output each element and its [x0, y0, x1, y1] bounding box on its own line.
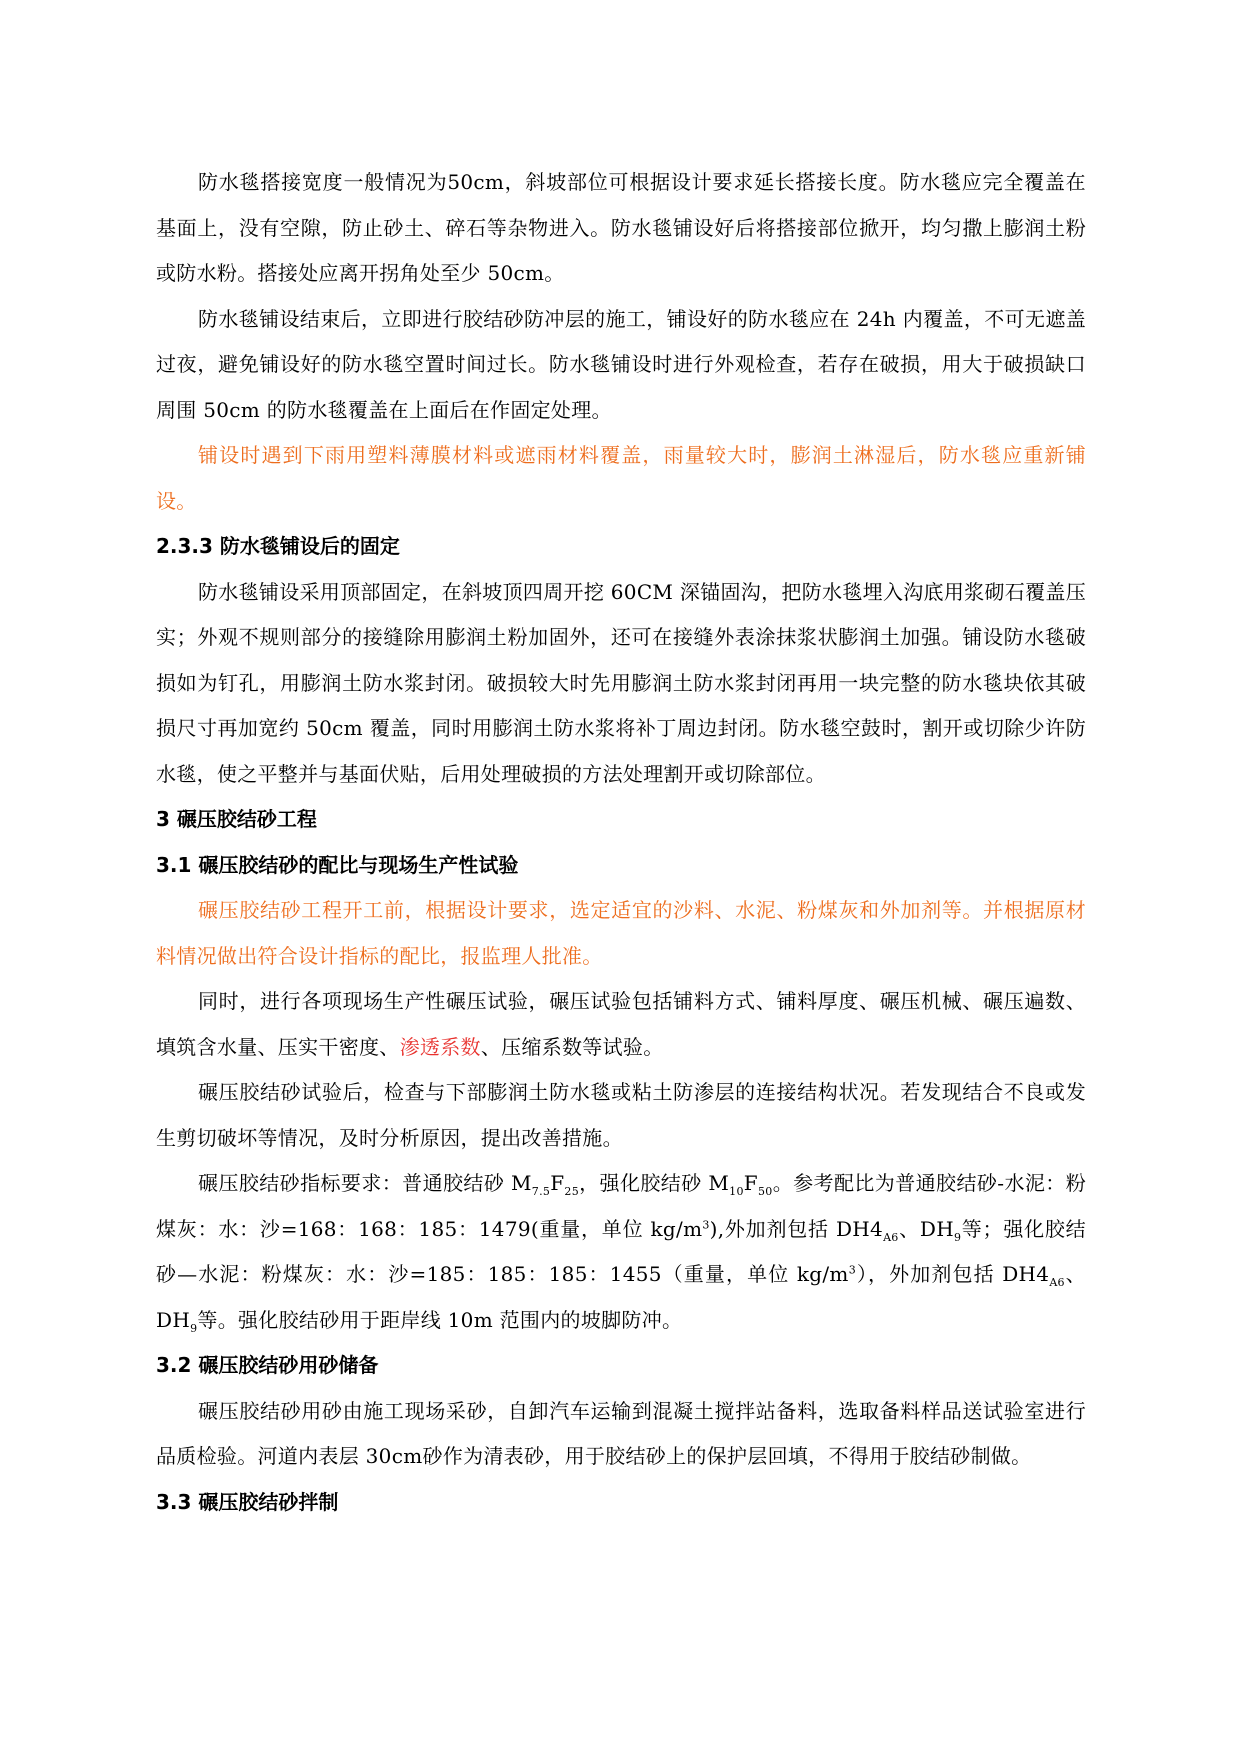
text-run: 、DH [898, 1216, 954, 1241]
subscript: 7.5 [531, 1185, 551, 1198]
text-run: 等；强化胶结砂—水泥：粉煤灰：水：沙=185：185：185：1455（重量，单位 kg/m [156, 1216, 1086, 1286]
text-run: ，强化胶结砂 M [579, 1171, 730, 1195]
heading-3-3: 3.3 碾压胶结砂拌制 [156, 1489, 339, 1514]
paragraph-fixing: 防水毯铺设采用顶部固定，在斜坡顶四周开挖 60CM 深锚固沟，把防水毯埋入沟底用浆砌石覆盖压实；外观不规则部分的接缝除用膨润土粉加固外，还可在接缝外表涂抹浆状膨润土加强。铺设防水毯破损如为钉孔，用膨润土防水浆封闭。破损较大时先用膨润土防水浆封闭再用一块完整的防水毯块依其破损尺寸再加宽约 50cm 覆盖，同时用膨润土防水浆将补丁周边封闭。防水毯空鼓时，割开或切除少许防水毯，使之平整并与基面伏贴，后用处理破损的方法处理割开或切除部位。 [156, 579, 1086, 786]
text-run: F [550, 1171, 565, 1195]
text-run: 等。强化胶结砂用于距岸线 10m 范围内的坡脚防冲。 [197, 1307, 683, 1332]
paragraph-overlap-width: 防水毯搭接宽度一般情况为50cm，斜坡部位可根据设计要求延长搭接长度。防水毯应完全覆盖在基面上，没有空隙，防止砂土、碎石等杂物进入。防水毯铺设好后将搭接部位掀开，均匀撒上膨润土粉或防水粉。搭接处应离开拐角处至少 50cm。 [156, 170, 1086, 285]
subscript: 50 [757, 1185, 773, 1198]
superscript: 3 [848, 1263, 856, 1277]
paragraph-connection-check: 碾压胶结砂试验后，检查与下部膨润土防水毯或粘土防渗层的连接结构状况。若发现结合不良或发生剪切破坏等情况，及时分析原因，提出改善措施。 [156, 1080, 1086, 1150]
heading-2-3-3: 2.3.3 防水毯铺设后的固定 [156, 534, 400, 558]
paragraph-rain-highlight: 铺设时遇到下雨用塑料薄膜材料或遮雨材料覆盖，雨量较大时，膨润土淋湿后，防水毯应重新铺设。 [156, 443, 1086, 513]
heading-3-2: 3.2 碾压胶结砂用砂储备 [156, 1353, 379, 1377]
document-body [156, 160, 1086, 1525]
heading-3-1: 3.1 碾压胶结砂的配比与现场生产性试验 [156, 852, 519, 877]
text-run: 、压缩系数等试验。 [480, 1034, 664, 1059]
text-run: 。参考配比为普通胶结砂-水泥：粉煤灰：水：沙=168：168：185：1479(重量，单位 kg/m [156, 1171, 1086, 1241]
text-run: ),外加剂包括 DH4 [709, 1216, 884, 1241]
subscript: 25 [564, 1185, 579, 1198]
paragraph-field-tests [156, 979, 1086, 1070]
heading-3: 3 碾压胶结砂工程 [156, 807, 317, 831]
subscript: 9 [953, 1230, 962, 1244]
paragraph-index-requirements [156, 1161, 1086, 1343]
subscript: A6 [1049, 1276, 1065, 1289]
subscript: 10 [729, 1185, 744, 1198]
paragraph-mix-highlight: 碾压胶结砂工程开工前，根据设计要求，选定适宜的沙料、水泥、粉煤灰和外加剂等。并根据原材料情况做出符合设计指标的配比，报监理人批准。 [156, 898, 1086, 968]
subscript: 9 [190, 1321, 198, 1335]
text-run-red: 渗透系数 [399, 1034, 481, 1059]
paragraph-sand-storage: 碾压胶结砂用砂由施工现场采砂，自卸汽车运输到混凝土搅拌站备料，选取备料样品送试验室进行品质检验。河道内表层 30cm砂作为清表砂，用于胶结砂上的保护层回填，不得用于胶结砂制做。 [156, 1398, 1086, 1468]
text-run: F [743, 1171, 758, 1195]
text-run: ），外加剂包括 DH4 [856, 1262, 1050, 1286]
subscript: A6 [883, 1230, 899, 1244]
superscript: 3 [702, 1217, 710, 1231]
paragraph-laying-finish: 防水毯铺设结束后，立即进行胶结砂防冲层的施工，铺设好的防水毯应在 24h 内覆盖，不可无遮盖过夜，避免铺设好的防水毯空置时间过长。防水毯铺设时进行外观检查，若存在破损，用大于破损缺口周围 50cm 的防水毯覆盖在上面后在作固定处理。 [156, 306, 1086, 422]
text-run: 、DH [156, 1262, 1086, 1332]
text-run: 同时，进行各项现场生产性碾压试验，碾压试验包括铺料方式、铺料厚度、碾压机械、碾压遍数、填筑含水量、压实干密度、 [156, 989, 1086, 1059]
text-run: 碾压胶结砂指标要求：普通胶结砂 M [198, 1171, 532, 1195]
